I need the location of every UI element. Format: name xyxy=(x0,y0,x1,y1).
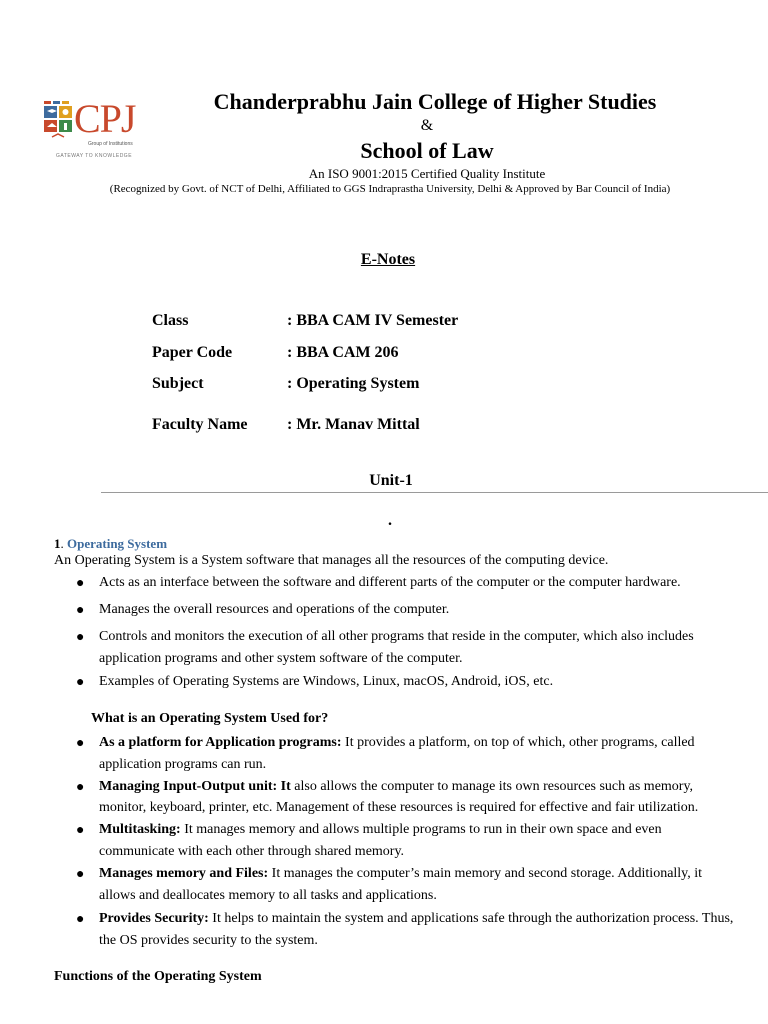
info-value: : BBA CAM IV Semester xyxy=(287,312,459,329)
used-for-heading: What is an Operating System Used for? xyxy=(91,711,329,726)
crest-icon xyxy=(42,101,74,145)
divider xyxy=(101,492,768,493)
section-number-suffix: . xyxy=(60,536,64,551)
separator-dot: . xyxy=(388,512,392,529)
list-item xyxy=(0,863,735,907)
logo-brand: CPJ xyxy=(74,96,136,141)
recognition-note: (Recognized by Govt. of NCT of Delhi, Affiliated to GGS Indraprastha University, Delhi & Approved by Bar Council of India) xyxy=(109,183,671,195)
list-item: ● Acts as an interface between the software and different parts of the computer or the computer hardware. xyxy=(0,572,735,594)
school-name: School of Law xyxy=(360,138,494,163)
info-label: Faculty Name xyxy=(152,416,248,433)
info-label: Paper Code xyxy=(152,344,233,361)
item-text: It manages memory and allows multiple programs to run in their own space and even communicate with each other through shared memory. xyxy=(99,822,662,859)
list-item xyxy=(0,819,735,863)
intro-paragraph: An Operating System is a System software that manages all the resources of the computing device. xyxy=(54,553,609,568)
item-text: It provides a platform, on top of which, other programs, called application programs can run. xyxy=(99,735,695,772)
info-value: : Operating System xyxy=(287,375,420,392)
college-logo xyxy=(42,95,142,163)
item-text: also allows the computer to manage its own resources such as memory, monitor, keyboard, printer, etc. Management of these resources is required for effective and fair utilization. xyxy=(99,779,699,815)
functions-heading: Functions of the Operating System xyxy=(54,969,262,984)
list-item: ● Controls and monitors the execution of all other programs that reside in the computer, which also includes application programs and other system software of the computer. xyxy=(0,626,735,670)
list-item xyxy=(0,908,735,952)
logo-group-text: Group of Institutions xyxy=(88,141,133,147)
info-label: Subject xyxy=(152,375,204,392)
info-value: : BBA CAM 206 xyxy=(287,344,399,361)
list-item: ● Manages the overall resources and operations of the computer. xyxy=(0,599,735,621)
logo-tagline: GATEWAY TO KNOWLEDGE xyxy=(56,153,133,159)
college-name: Chanderprabhu Jain College of Higher Studies xyxy=(213,89,657,114)
section-title xyxy=(54,536,167,552)
item-lead: Manages memory and Files: xyxy=(99,866,269,881)
item-text: It helps to maintain the system and applications safe through the authorization process. Thus, the OS provides security to the system. xyxy=(99,911,734,948)
item-lead: Provides Security: xyxy=(99,911,209,926)
os-bullet-list xyxy=(0,572,735,693)
list-item xyxy=(0,776,735,818)
info-label: Class xyxy=(152,312,189,329)
ampersand: & xyxy=(420,117,434,134)
item-lead: Managing Input-Output unit: It xyxy=(99,779,291,794)
iso-certification: An ISO 9001:2015 Certified Quality Institute xyxy=(308,166,546,181)
section-heading-link[interactable]: Operating System xyxy=(67,536,168,551)
info-value: : Mr. Manav Mittal xyxy=(287,416,420,433)
item-lead: As a platform for Application programs: xyxy=(99,735,342,750)
used-for-list xyxy=(0,732,735,952)
unit-heading: Unit-1 xyxy=(369,472,413,489)
item-text: It manages the computer’s main memory and second storage. Additionally, it allows and deallocates memory to all tasks and applications. xyxy=(99,866,703,903)
list-item xyxy=(0,732,735,776)
item-lead: Multitasking: xyxy=(99,822,181,837)
document-title: E-Notes xyxy=(360,251,416,268)
section-number: 1 xyxy=(54,536,61,551)
list-item: ● Examples of Operating Systems are Windows, Linux, macOS, Android, iOS, etc. xyxy=(0,671,735,693)
